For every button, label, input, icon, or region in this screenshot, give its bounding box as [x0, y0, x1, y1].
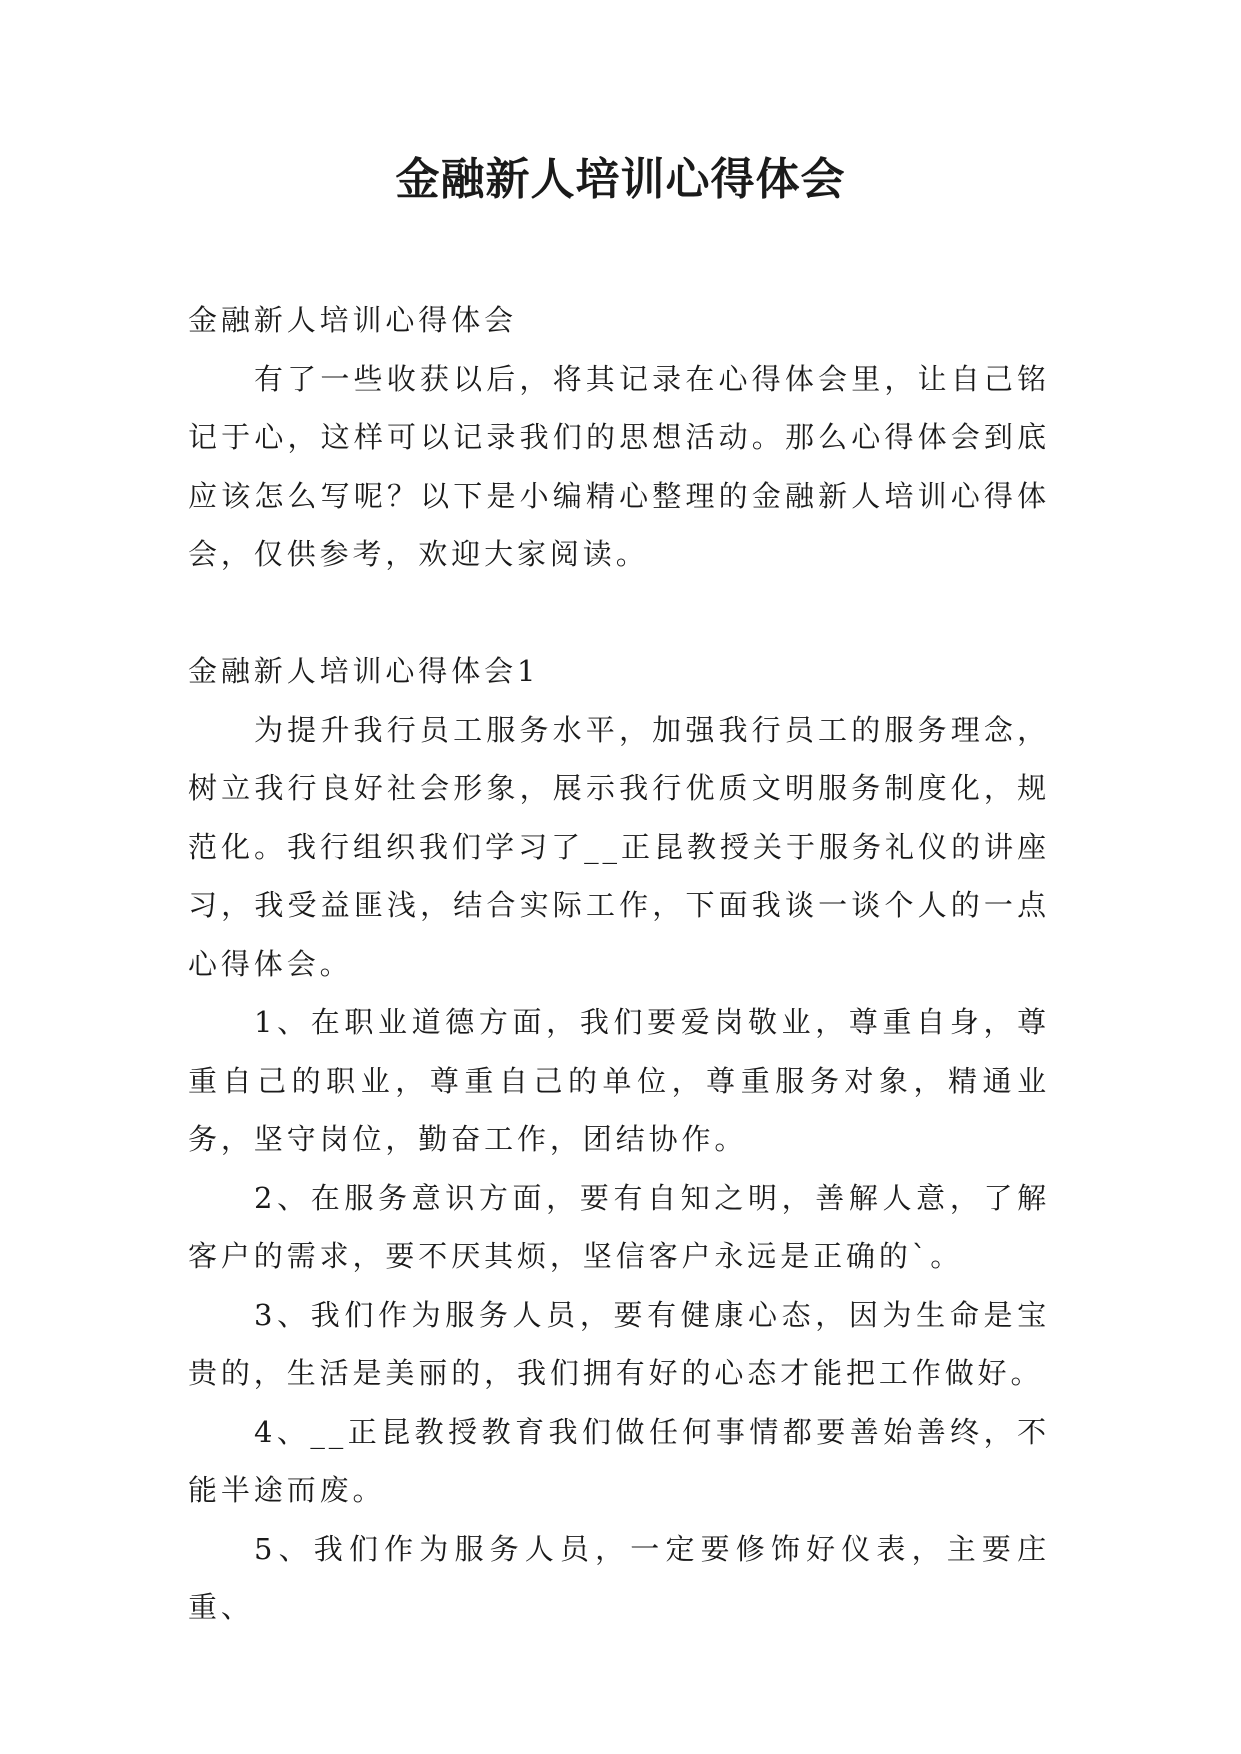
intro-paragraph: 有了一些收获以后，将其记录在心得体会里，让自己铭记于心，这样可以记录我们的思想活动。那么心得体会到底应该怎么写呢？以下是小编精心整理的金融新人培训心得体会，仅供参考，欢迎大家阅读。 — [188, 361, 1050, 571]
point-paragraph: 1、在职业道德方面，我们要爱岗敬业，尊重自身，尊重自己的职业，尊重自己的单位，尊重服务对象，精通业务，坚守岗位，勤奋工作，团结协作。 — [188, 1005, 1050, 1156]
point-paragraph: 5、我们作为服务人员，一定要修饰好仪表，主要庄重、 — [188, 1531, 1050, 1624]
intro-heading: 金融新人培训心得体会 — [188, 303, 518, 337]
point-paragraph: 4、__正昆教授教育我们做任何事情都要善始善终，不能半途而废。 — [188, 1414, 1050, 1507]
section-paragraph: 为提升我行员工服务水平，加强我行员工的服务理念，树立我行良好社会形象，展示我行优质文明服务制度化，规范化。我行组织我们学习了__正昆教授关于服务礼仪的讲座习，我受益匪浅，结合实际工作，下面我谈一谈个人的一点心得体会。 — [188, 712, 1050, 981]
point-paragraph: 2、在服务意识方面，要有自知之明，善解人意，了解客户的需求，要不厌其烦，坚信客户永远是正确的`。 — [188, 1180, 1050, 1273]
document-title: 金融新人培训心得体会 — [395, 154, 846, 205]
section-spacer — [188, 584, 1050, 643]
section-heading: 金融新人培训心得体会1 — [188, 654, 540, 688]
document-body — [188, 291, 1050, 1637]
point-paragraph: 3、我们作为服务人员，要有健康心态，因为生命是宝贵的，生活是美丽的，我们拥有好的心态才能把工作做好。 — [188, 1297, 1050, 1390]
